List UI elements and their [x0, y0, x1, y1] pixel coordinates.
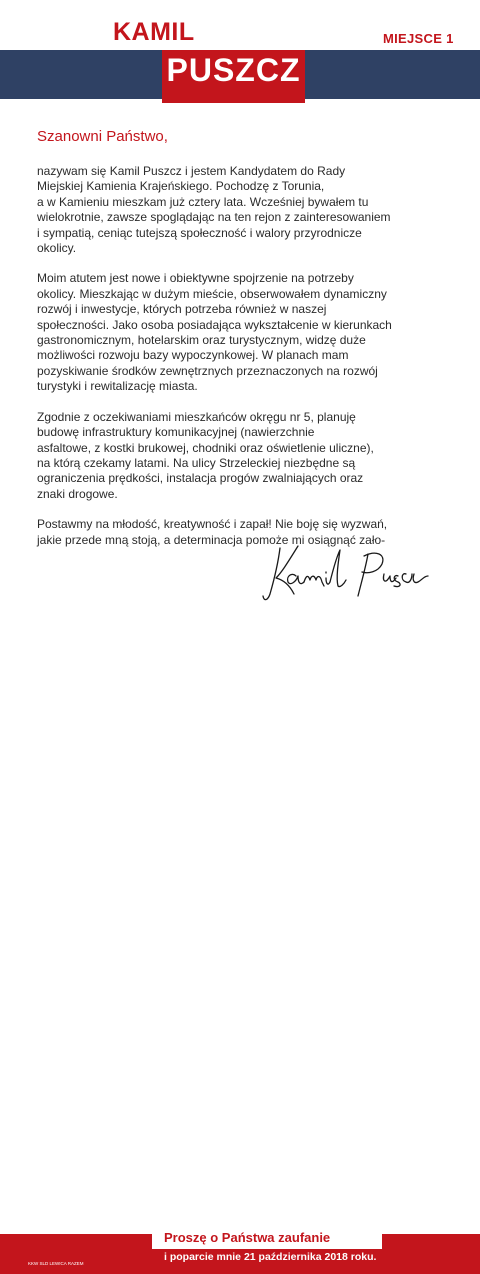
- text-line: na którą czekamy latami. Na ulicy Strzeleckiej niezbędne są: [37, 455, 356, 470]
- text-line: okolicy. Mieszkając w dużym mieście, obserwowałem dynamiczny: [37, 286, 387, 301]
- text-line: Moim atutem jest nowe i obiektywne spojrzenie na potrzeby: [37, 271, 354, 286]
- text-line: Postawmy na młodość, kreatywność i zapał! Nie boję się wyzwań,: [37, 517, 388, 532]
- greeting: Szanowni Państwo,: [37, 128, 168, 145]
- committee-note: KKW SLD LEWICA RAZEM: [28, 1261, 84, 1266]
- footer-support: i poparcie mnie 21 października 2018 roku.: [164, 1251, 377, 1263]
- text-line: znaki drogowe.: [37, 486, 118, 501]
- text-line: turystyki i rewitalizację miasta.: [37, 379, 198, 394]
- text-line: a w Kamieniu mieszkam już cztery lata. Wcześniej bywałem tu: [37, 194, 369, 209]
- letter-body: [37, 164, 457, 563]
- text-line: społeczności. Jako osoba posiadająca wykształcenie w kierunkach: [37, 317, 392, 332]
- surname: PUSZCZ: [166, 52, 301, 88]
- text-line: możliwości rozwoju bazy wypoczynkowej. W planach mam: [37, 348, 349, 363]
- text-line: okolicy.: [37, 241, 77, 256]
- text-line: gastronomicznym, hotelarskim oraz turystycznym, widzę duże: [37, 333, 366, 348]
- text-line: pozyskiwanie środków zewnętrznych przeznaczonych na rozwój: [37, 363, 378, 378]
- text-line: budowę infrastruktury komunikacyjnej (nawierzchnie: [37, 425, 315, 440]
- text-line: wielokrotnie, zawsze spoglądając na ten rejon z zainteresowaniem: [37, 210, 391, 225]
- text-line: rozwój i inwestycje, których potrzeba również w naszej: [37, 302, 327, 317]
- text-line: jakie przede mną stoją, a determinacja pomoże mi osiągnąć zało-: [37, 532, 386, 547]
- signature: [258, 536, 438, 606]
- text-line: nazywam się Kamil Puszcz i jestem Kandydatem do Rady: [37, 164, 346, 178]
- ballot-position: MIEJSCE 1: [383, 31, 454, 46]
- paragraph-assets: [37, 271, 457, 394]
- text-line: Zgodnie z oczekiwaniami mieszkańców okręgu nr 5, planuję: [37, 409, 356, 424]
- text-line: ograniczenia prędkości, instalacja progów zwalniających oraz: [37, 471, 364, 486]
- paragraph-intro: [37, 164, 457, 256]
- paragraph-plans: [37, 410, 457, 502]
- text-line: asfaltowe, z kostki brukowej, chodniki oraz oświetlenie uliczne),: [37, 440, 374, 455]
- header: [0, 0, 480, 112]
- text-line: Miejskiej Kamienia Krajeńskiego. Pochodzę z Torunia,: [37, 179, 325, 194]
- first-name: KAMIL: [113, 18, 195, 46]
- footer: [0, 612, 480, 1266]
- text-line: i sympatią, ceniąc tutejszą społeczność i walory przyrodnicze: [37, 225, 362, 240]
- footer-plea: Proszę o Państwa zaufanie: [164, 1230, 331, 1245]
